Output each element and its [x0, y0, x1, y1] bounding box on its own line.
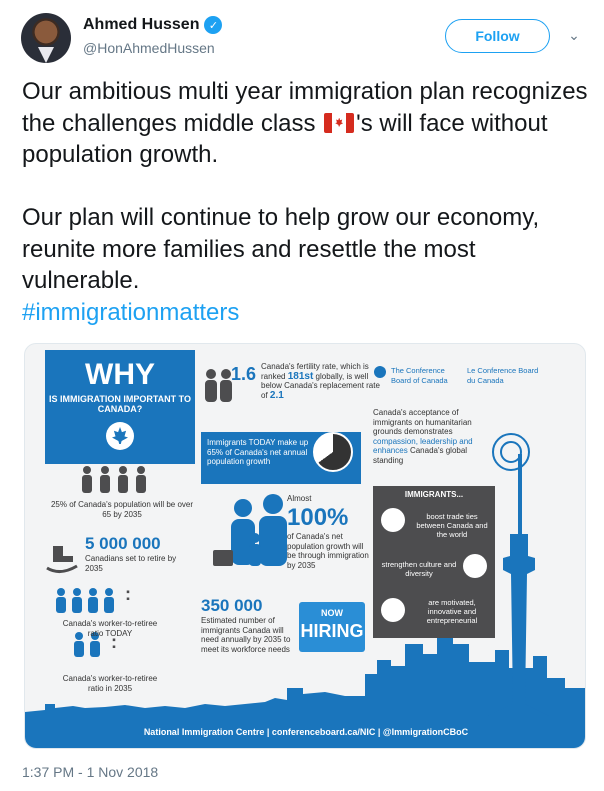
author-name-row [83, 16, 222, 34]
couple-icon [205, 369, 232, 402]
immigrants-item-1: boost trade ties between Canada and the world [416, 512, 488, 539]
tweet-text-part-a: Our ambitious multi year immigration plan recognizes the challenges middle class [22, 78, 588, 137]
replacement-rate: 2.1 [269, 389, 284, 401]
fertility-value: 1.6 [231, 364, 257, 384]
ratio-colon-2035: : [111, 632, 117, 652]
immigrants-item-3: are motivated, innovative and entrepreneurial [426, 598, 478, 625]
why-title-box [45, 350, 195, 464]
infographic-footer [25, 716, 586, 749]
conference-board-fr: Le Conference Board du Canada [467, 366, 539, 385]
now-hiring-sign [299, 602, 365, 652]
ratio-colon-today: : [125, 584, 131, 604]
growth-value: 100% [287, 504, 349, 531]
people-circle-icon [463, 554, 487, 578]
author-avatar[interactable] [21, 13, 71, 63]
growth-text: of Canada's net population growth will be through immigration by 2035 [287, 532, 369, 570]
over65-text: 25% of Canada's population will be over 65 by 2035 [50, 500, 194, 519]
tweet-timestamp[interactable]: 1:37 PM - 1 Nov 2018 [22, 764, 159, 780]
ratio-2035-text: Canada's worker-to-retiree ratio in 2035 [62, 674, 158, 693]
needed-value: 350 000 [201, 596, 263, 615]
elderly-group-icons [82, 466, 146, 493]
author-name[interactable]: Ahmed Hussen [83, 16, 200, 33]
coins-icon [381, 508, 405, 532]
tweet-paragraph-2: Our plan will continue to help grow our economy, reunite more families and resettle the most vulnerable. [22, 204, 540, 294]
lightbulb-icon [381, 598, 405, 622]
needed-text: Estimated number of immigrants Canada will need annually by 2035 to meet its workforce needs [201, 616, 291, 654]
hiring-label: HIRING [300, 621, 364, 641]
acceptance-text-1: Canada's acceptance of immigrants on humanitarian grounds demonstrates [373, 408, 472, 436]
follow-button[interactable]: Follow [445, 19, 550, 53]
why-subtitle: IS IMMIGRATION IMPORTANT TO CANADA? [49, 394, 191, 414]
immigrants-heading: IMMIGRANTS... [404, 490, 464, 499]
fertility-rank: 181st [287, 370, 314, 382]
retire-text: Canadians set to retire by 2035 [85, 554, 177, 573]
verified-badge-icon: ✓ [204, 16, 222, 34]
avatar-shirt [38, 47, 54, 63]
family-icon [213, 494, 287, 566]
tweet-paragraph-1 [22, 76, 592, 171]
population-growth-pie [313, 432, 353, 472]
almost-label: Almost [287, 494, 312, 503]
tweet-text [22, 76, 592, 328]
maple-leaf-icon [106, 422, 134, 450]
author-handle[interactable]: @HonAhmedHussen [83, 40, 215, 56]
immigrants-today-text: Immigrants TODAY make up 65% of Canada's net annual population growth [207, 438, 309, 466]
acceptance-text-2: Canada's global standing [373, 446, 468, 465]
now-label: NOW [321, 608, 343, 618]
fertility-description [261, 362, 381, 400]
canada-flag-icon [324, 113, 354, 133]
chevron-down-icon[interactable]: ⌄ [568, 27, 580, 43]
fertility-text-1: Canada's fertility rate, which is ranked [261, 362, 369, 381]
immigrants-box [373, 486, 495, 638]
infographic-footer-text: National Immigration Centre | conferenceboard.ca/NIC | @ImmigrationCBoC [143, 727, 469, 737]
tweet-text-part-b: 's will face without population growth. [22, 109, 548, 168]
acceptance-text [373, 408, 477, 465]
immigrants-item-2: strengthen culture and diversity [381, 560, 457, 578]
hashtag-link[interactable]: #immigrationmatters [22, 298, 240, 326]
ratio-today-text: Canada's worker-to-retiree ratio TODAY [62, 619, 158, 638]
tweet-media-card[interactable] [24, 343, 586, 749]
acceptance-highlight: compassion, leadership and enhances [373, 436, 473, 455]
conference-board-en: The Conference Board of Canada [391, 366, 448, 385]
retire-value: 5 000 000 [85, 534, 161, 553]
fertility-text-2: globally, is well below Canada's replacement rate of [261, 371, 380, 400]
worker-ratio-today-icons [56, 588, 114, 613]
why-title: WHY [85, 358, 155, 391]
un-emblem-icon [493, 434, 529, 470]
rocking-chair-icon [47, 546, 77, 572]
